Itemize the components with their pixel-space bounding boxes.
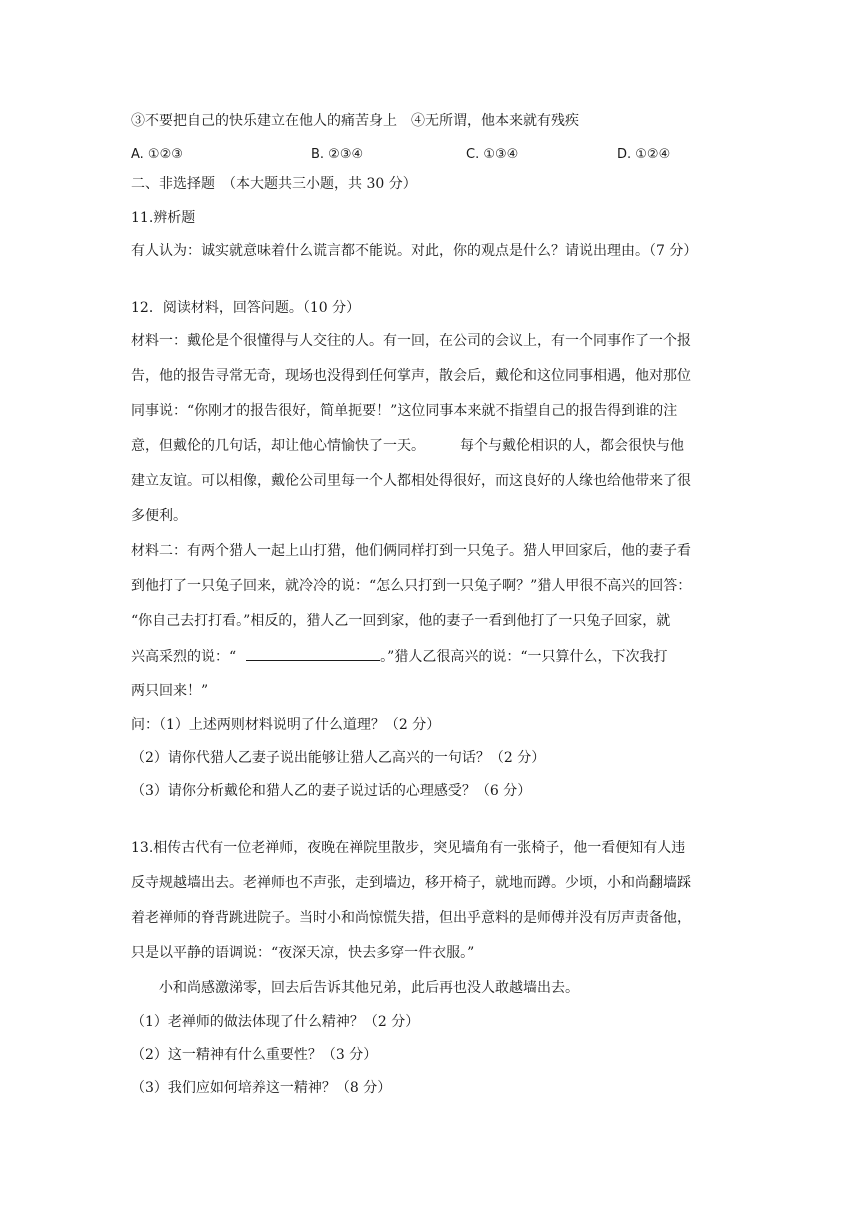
q12-material2-blank-line	[131, 646, 668, 666]
q12-material1-line: 材料一：戴伦是个很懂得与人交往的人。有一回，在公司的会议上，有一个同事作了一个报	[131, 333, 691, 349]
q13-question: （2）这一精神有什么重要性？（3 分）	[131, 1047, 378, 1063]
q12-material2-line: “你自己去打打看。”相反的，猎人乙一回到家，他的妻子一看到他打了一只兔子回家，就	[131, 613, 671, 629]
answer-blank[interactable]	[246, 646, 380, 661]
q13-question: （3）我们应如何培养这一精神？（8 分）	[131, 1080, 392, 1096]
q11-title: 11.辨析题	[131, 210, 196, 226]
q12-material1-line: 建立友谊。可以相像，戴伦公司里每一个人都相处得很好，而这良好的人缘也给他带来了很	[131, 473, 691, 489]
q13-text-line: 反寺规越墙出去。老禅师也不声张，走到墙边，移开椅子，就地而蹲。少顷，小和尚翻墙踩	[131, 875, 691, 891]
q10-option-a: A. ①②③	[131, 147, 183, 162]
q10-option-c: C. ①③④	[466, 147, 519, 162]
q12-title: 12．阅读材料，回答问题。（10 分）	[131, 300, 361, 316]
blank-prefix-text: 兴高采烈的说：“	[131, 649, 237, 665]
q12-material2-line: 材料二：有两个猎人一起上山打猎，他们俩同样打到一只兔子。猎人甲回家后，他的妻子看	[131, 543, 691, 559]
q12-material1-line: 同事说：“你刚才的报告很好，简单扼要！”这位同事本来就不指望自己的报告得到谁的注	[131, 403, 678, 419]
q12-question: （2）请你代猎人乙妻子说出能够让猎人乙高兴的一句话？（2 分）	[131, 750, 546, 766]
q12-material2-line: 两只回来！”	[131, 683, 209, 699]
q12-question: 问：（1）上述两则材料说明了什么道理？（2 分）	[131, 717, 441, 733]
q12-question: （3）请你分析戴伦和猎人乙的妻子说过话的心理感受？（6 分）	[131, 783, 532, 799]
q10-option-d: D. ①②④	[617, 147, 671, 162]
q11-text: 有人认为：诚实就意味着什么谎言都不能说。对此，你的观点是什么？请说出理由。（7 分）	[131, 243, 698, 259]
q10-option-b: B. ②③④	[311, 147, 364, 162]
blank-suffix-text: 。”猎人乙很高兴的说：“一只算什么，下次我打	[380, 649, 668, 665]
section-2-title: 二、非选择题 （本大题共三小题，共 30 分）	[131, 176, 417, 192]
q10-statement-line: ③不要把自己的快乐建立在他人的痛苦身上 ④无所谓，他本来就有残疾	[131, 113, 579, 129]
q13-text-line: 只是以平静的语调说：“夜深天凉，快去多穿一件衣服。”	[131, 945, 475, 961]
q13-question: （1）老禅师的做法体现了什么精神？（2 分）	[131, 1014, 420, 1030]
q12-material1-line: 多便利。	[131, 508, 187, 524]
q13-text-line: 13.相传古代有一位老禅师，夜晚在禅院里散步，突见墙角有一张椅子，他一看便知有人违	[131, 840, 686, 856]
q12-material1-line: 意，但戴伦的几句话，却让他心情愉快了一天。 每个与戴伦相识的人，都会很快与他	[131, 438, 684, 454]
q12-material2-line: 到他打了一只兔子回来，就冷冷的说：“怎么只打到一只兔子啊？”猎人甲很不高兴的回答：	[131, 578, 692, 594]
q12-material1-line: 告，他的报告寻常无奇，现场也没得到任何掌声，散会后，戴伦和这位同事相遇，他对那位	[131, 368, 691, 384]
q13-text-line: 着老禅师的脊背跳进院子。当时小和尚惊慌失措，但出乎意料的是师傅并没有厉声责备他，	[131, 910, 691, 926]
q13-text-line: 小和尚感激涕零，回去后告诉其他兄弟，此后再也没人敢越墙出去。	[131, 980, 579, 996]
